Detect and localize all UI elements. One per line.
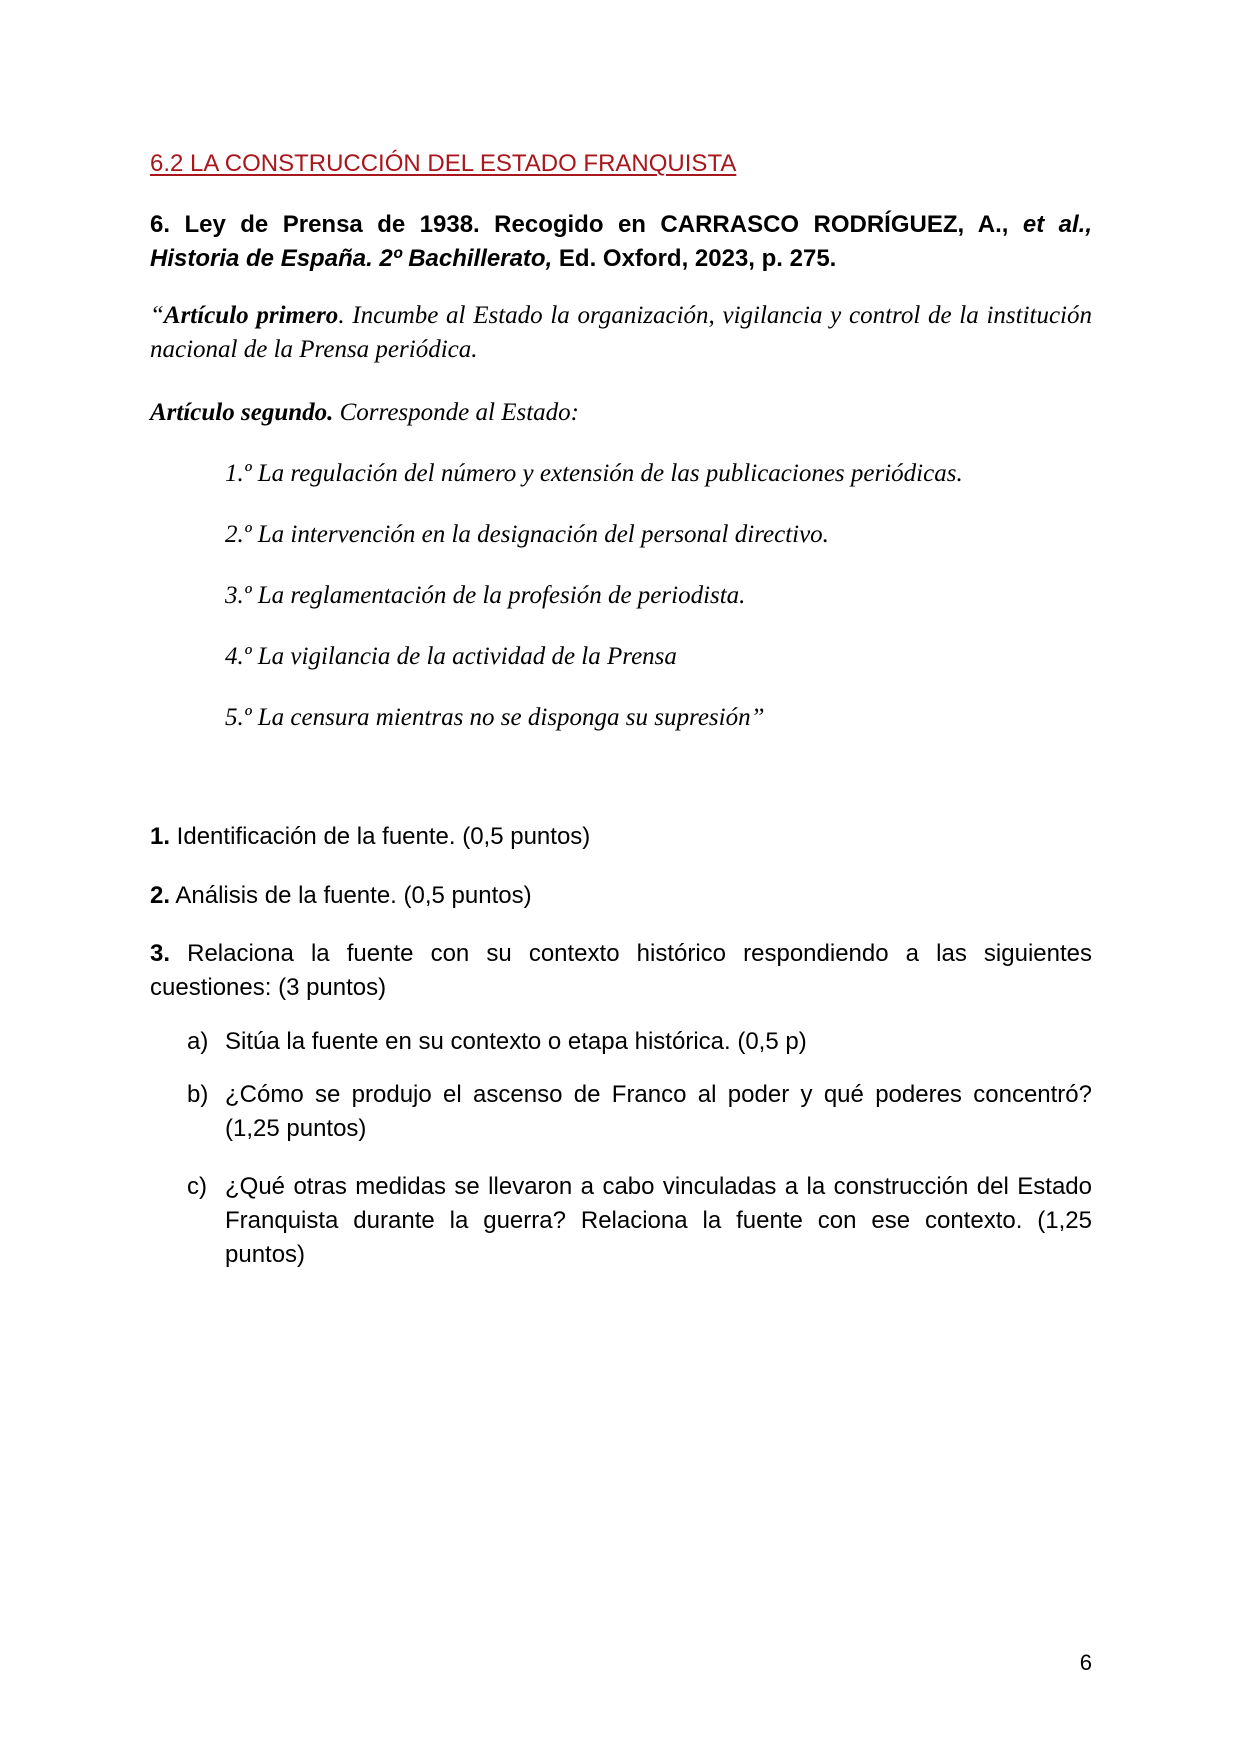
article-2-label: Artículo segundo.	[150, 399, 334, 426]
source-suffix: Ed. Oxford, 2023, p. 275.	[552, 245, 837, 272]
subquestion-text: Sitúa la fuente en su contexto o etapa histórica. (0,5 p)	[225, 1028, 807, 1055]
page-number: 6	[1079, 1650, 1092, 1675]
subquestion-letter: c)	[187, 1173, 207, 1200]
subquestion-a	[187, 1025, 1092, 1059]
section-title: 6.2 LA CONSTRUCCIÓN DEL ESTADO FRANQUISTA	[150, 150, 737, 177]
question-text: Relaciona la fuente con su contexto histórico respondiendo a las siguientes cuestiones: (3 puntos)	[150, 940, 1092, 1001]
quote-open-mark: “	[150, 302, 164, 329]
subquestion-text: ¿Cómo se produjo el ascenso de Franco al poder y qué poderes concentró? (1,25 puntos)	[225, 1081, 1092, 1142]
question-text: Identificación de la fuente. (0,5 puntos)	[170, 823, 591, 850]
quote-list-item: 5.º La censura mientras no se disponga su supresión”	[225, 704, 765, 731]
subquestion-c	[187, 1170, 1092, 1272]
quote-list-item: 1.º La regulación del número y extensión de las publicaciones periódicas.	[225, 460, 963, 487]
quote-list-item: 2.º La intervención en la designación del personal directivo.	[225, 521, 829, 548]
subquestion-letter: b)	[187, 1081, 209, 1108]
article-2-text: Corresponde al Estado:	[333, 399, 579, 426]
quote-article-2	[150, 396, 579, 430]
question-number: 2.	[150, 882, 171, 909]
article-1-text: . Incumbe al Estado la organización, vigilancia y control de la institución nacional de la Prensa periódica.	[150, 302, 1093, 363]
subquestion-letter: a)	[187, 1028, 209, 1055]
question-1	[150, 820, 1092, 854]
quote-list-item: 4.º La vigilancia de la actividad de la Prensa	[225, 643, 677, 670]
question-number: 1.	[150, 823, 171, 850]
subquestion-b	[187, 1078, 1092, 1146]
quote-article-1	[150, 299, 1092, 367]
question-number: 3.	[150, 940, 171, 967]
quote-list-item: 3.º La reglamentación de la profesión de periodista.	[225, 582, 746, 609]
question-text: Análisis de la fuente. (0,5 puntos)	[170, 882, 532, 909]
source-book-title: et al., Historia de España. 2º Bachillerato,	[150, 211, 1092, 272]
question-3	[150, 937, 1092, 1005]
question-2	[150, 879, 1092, 913]
article-1-label: Artículo primero	[163, 302, 339, 329]
source-heading	[150, 208, 1092, 276]
subquestion-text: ¿Qué otras medidas se llevaron a cabo vinculadas a la construcción del Estado Franquista durante la guerra? Relaciona la fuente con ese contexto. (1,25 puntos)	[225, 1173, 1092, 1268]
source-prefix: 6. Ley de Prensa de 1938. Recogido en CARRASCO RODRÍGUEZ, A.,	[150, 211, 1023, 238]
